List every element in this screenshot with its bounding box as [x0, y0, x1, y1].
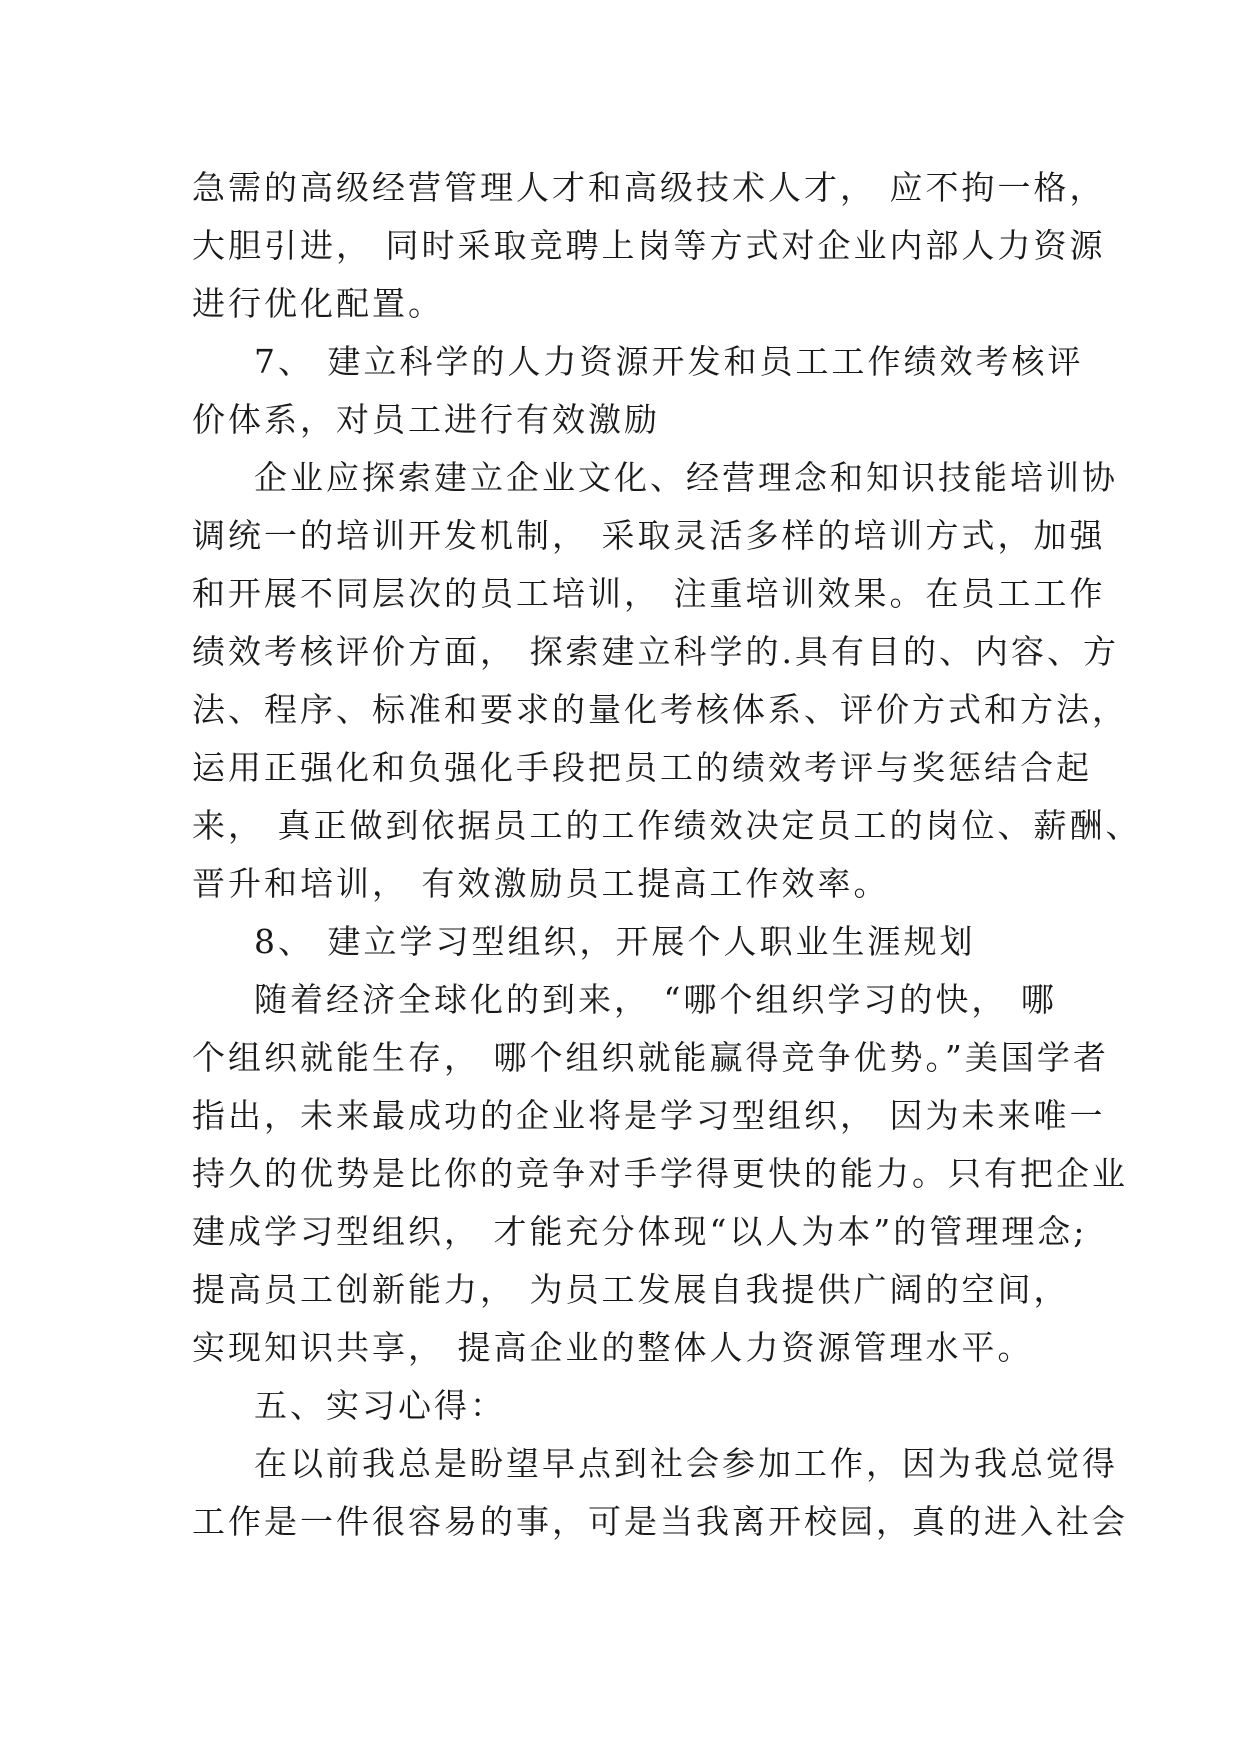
text-line: 运用正强化和负强化手段把员工的绩效考评与奖惩结合起: [192, 748, 1092, 787]
text-line: 调统一的培训开发机制， 采取灵活多样的培训方式，加强: [192, 516, 1106, 555]
text-line: 法、程序、标准和要求的量化考核体系、评价方式和方法，: [192, 690, 1128, 729]
text-line: 晋升和培训， 有效激励员工提高工作效率。: [192, 864, 890, 903]
section-heading-7: 7、 建立科学的人力资源开发和员工工作绩效考核评: [254, 342, 1084, 381]
text-line: 急需的高级经营管理人才和高级技术人才， 应不拘一格，: [192, 168, 1106, 207]
text-line: 进行优化配置。: [192, 284, 444, 323]
text-line: 随着经济全球化的到来， “哪个组织学习的快， 哪: [254, 980, 1057, 1019]
section-heading-8: 8、 建立学习型组织，开展个人职业生涯规划: [254, 922, 976, 961]
text-line: 个组织就能生存， 哪个组织就能赢得竞争优势。”美国学者: [192, 1038, 1109, 1077]
text-line: 工作是一件很容易的事，可是当我离开校园，真的进入社会: [192, 1502, 1128, 1541]
section-heading-5: 五、实习心得：: [254, 1386, 506, 1425]
text-line: 持久的优势是比你的竞争对手学得更快的能力。只有把企业: [192, 1154, 1128, 1193]
text-line: 实现知识共享， 提高企业的整体人力资源管理水平。: [192, 1328, 1034, 1367]
text-line: 企业应探索建立企业文化、经营理念和知识技能培训协: [254, 458, 1118, 497]
text-line: 来， 真正做到依据员工的工作绩效决定员工的岗位、薪酬、: [192, 806, 1142, 845]
text-line: 和开展不同层次的员工培训， 注重培训效果。在员工工作: [192, 574, 1106, 613]
text-line: 建成学习型组织， 才能充分体现“以人为本”的管理理念;: [192, 1212, 1088, 1251]
text-line: 提高员工创新能力， 为员工发展自我提供广阔的空间，: [192, 1270, 1070, 1309]
text-line: 大胆引进， 同时采取竞聘上岗等方式对企业内部人力资源: [192, 226, 1106, 265]
text-line: 绩效考核评价方面， 探索建立科学的.具有目的、内容、方: [192, 632, 1119, 671]
section-heading-7-cont: 价体系，对员工进行有效激励: [192, 400, 660, 439]
text-line: 指出，未来最成功的企业将是学习型组织， 因为未来唯一: [192, 1096, 1106, 1135]
text-line: 在以前我总是盼望早点到社会参加工作，因为我总觉得: [254, 1444, 1118, 1483]
